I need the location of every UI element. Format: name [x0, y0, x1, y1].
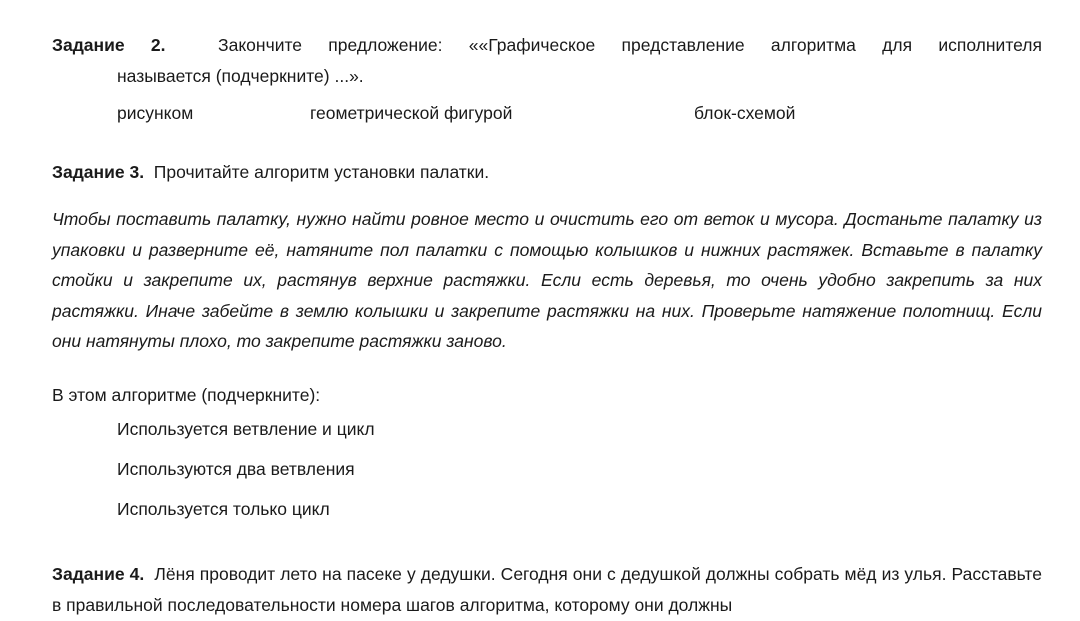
task-3-answer-two-branches[interactable]: Используются два ветвления	[117, 458, 355, 479]
task-2-title: Задание 2.	[52, 35, 166, 55]
task-4	[52, 559, 1042, 621]
task-3-answer-only-loop[interactable]: Используется только цикл	[117, 498, 330, 519]
task-3	[52, 156, 1042, 188]
task-4-text: Лёня проводит лето на пасеке у дедушки. Сегодня они с дедушкой должны собрать мёд из улья. Расставьте в правильной последовательности номера шагов алгоритма, которому они должны	[52, 563, 1042, 615]
task-2-option-flowchart[interactable]: блок-схемой	[694, 103, 796, 123]
task-2	[52, 30, 1042, 92]
task-3-algorithm-text: Чтобы поставить палатку, нужно найти ровное место и очистить его от веток и мусора. Достаньте палатку из упаковки и разверните её, натяните пол палатки с помощью колышков и нижних растяжек. Вставьте в палатку стойки и закрепите их, растянув верхние растяжки. Если есть деревья, то очень удобно закрепить за них растяжки. Иначе забейте в землю колышки и закрепите растяжки на них. Проверьте натяжение полотнищ. Если они натянуты плохо, то закрепите растяжки заново.	[52, 209, 1042, 351]
task-2-option-geometric-figure[interactable]: геометрической фигурой	[310, 103, 513, 123]
task-4-title: Задание 4.	[52, 563, 145, 584]
document-page	[52, 30, 1042, 621]
task-2-options	[52, 98, 1042, 132]
task-3-answer-branch-and-loop[interactable]: Используется ветвление и цикл	[117, 418, 375, 439]
task-3-question: В этом алгоритме (подчеркните):	[52, 384, 321, 405]
task-3-answers	[52, 414, 1042, 524]
task-2-head	[52, 30, 1042, 61]
task-3-title: Задание 3.	[52, 162, 145, 182]
task-2-question-line2: называется (подчеркните) ...».	[117, 66, 364, 86]
task-2-option-drawing[interactable]: рисунком	[117, 103, 194, 123]
task-3-instruction: Прочитайте алгоритм установки палатки.	[153, 162, 490, 182]
task-2-question-line1: Закончите предложение: ««Графическое представление алгоритма для исполнителя	[218, 35, 1042, 55]
